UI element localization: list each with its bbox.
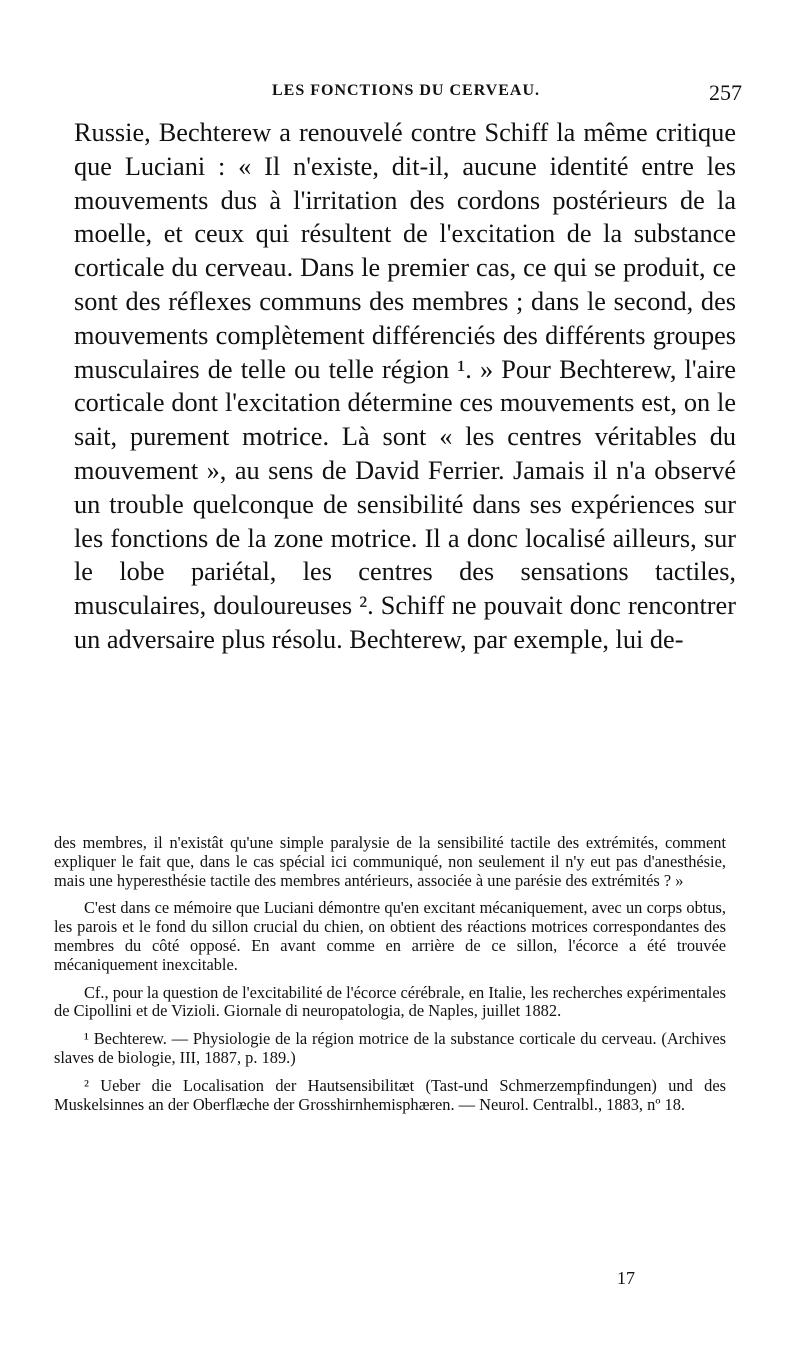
- footnote-luciani: C'est dans ce mémoire que Luciani démontre qu'en excitant mécaniquement, avec un corps obtus, les parois et le fond du sillon crucial du chien, on obtient des réactions motrices correspondantes des membres du côté opposé. En avant comme en arrière de ce sillon, l'écorce a été trouvée mécaniquement inexcitable.: [54, 898, 726, 974]
- page-header: [66, 82, 746, 112]
- footnote-2: ² Ueber die Localisation der Hautsensibilitæt (Tast-und Schmerzempfindungen) und des Muskelsinnes an der Oberflæche der Grosshirnhemisphæren. — Neurol. Centralbl., 1883, nº 18.: [54, 1075, 726, 1114]
- page-number: 257: [709, 80, 742, 105]
- signature-mark: 17: [617, 1268, 635, 1288]
- footnote-continuation: des membres, il n'existât qu'une simple paralysie de la sensibilité tactile des extrémités, comment expliquer le fait que, dans le cas spécial ici communiqué, non seulement il n'y eut pas d'anesthésie, mais une hyperesthésie tactile des membres antérieurs, associée à une parésie des extrémités ? »: [54, 833, 726, 890]
- body-paragraph: Russie, Bechterew a renouvelé contre Schiff la même critique que Luciani : « Il n'existe, dit-il, aucune identité entre les mouvements dus à l'irritation des cordons postérieurs de la moelle, et ceux qui résultent de l'excitation de la substance corticale du cerveau. Dans le premier cas, ce qui se produit, ce sont des réflexes communs des membres ; dans le second, des mouvements complètement différenciés des différents groupes musculaires de telle ou telle région ¹. » Pour Bechterew, l'aire corticale dont l'excitation détermine ces mouvements est, on le sait, purement motrice. Là sont « les centres véritables du mouvement », au sens de David Ferrier. Jamais il n'a observé un trouble quelconque de sensibilité dans ses expériences sur les fonctions de la zone motrice. Il a donc localisé ailleurs, sur le lobe pariétal, les centres des sensations tactiles, musculaires, douloureuses ². Schiff ne pouvait donc rencontrer un adversaire plus résolu. Bechterew, par exemple, lui de-: [74, 118, 736, 654]
- footnote-italie: Cf., pour la question de l'excitabilité de l'écorce cérébrale, en Italie, les recherches expérimentales de Cipollini et de Vizioli. Giornale di neuropatologia, de Naples, juillet 1882.: [54, 982, 726, 1021]
- footnote-1: ¹ Bechterew. — Physiologie de la région motrice de la substance corticale du cerveau. (Archives slaves de biologie, III, 1887, p. 189.): [54, 1029, 726, 1067]
- footnotes: [54, 834, 726, 1123]
- running-title: LES FONCTIONS DU CERVEAU.: [271, 82, 541, 99]
- main-text: [74, 116, 736, 657]
